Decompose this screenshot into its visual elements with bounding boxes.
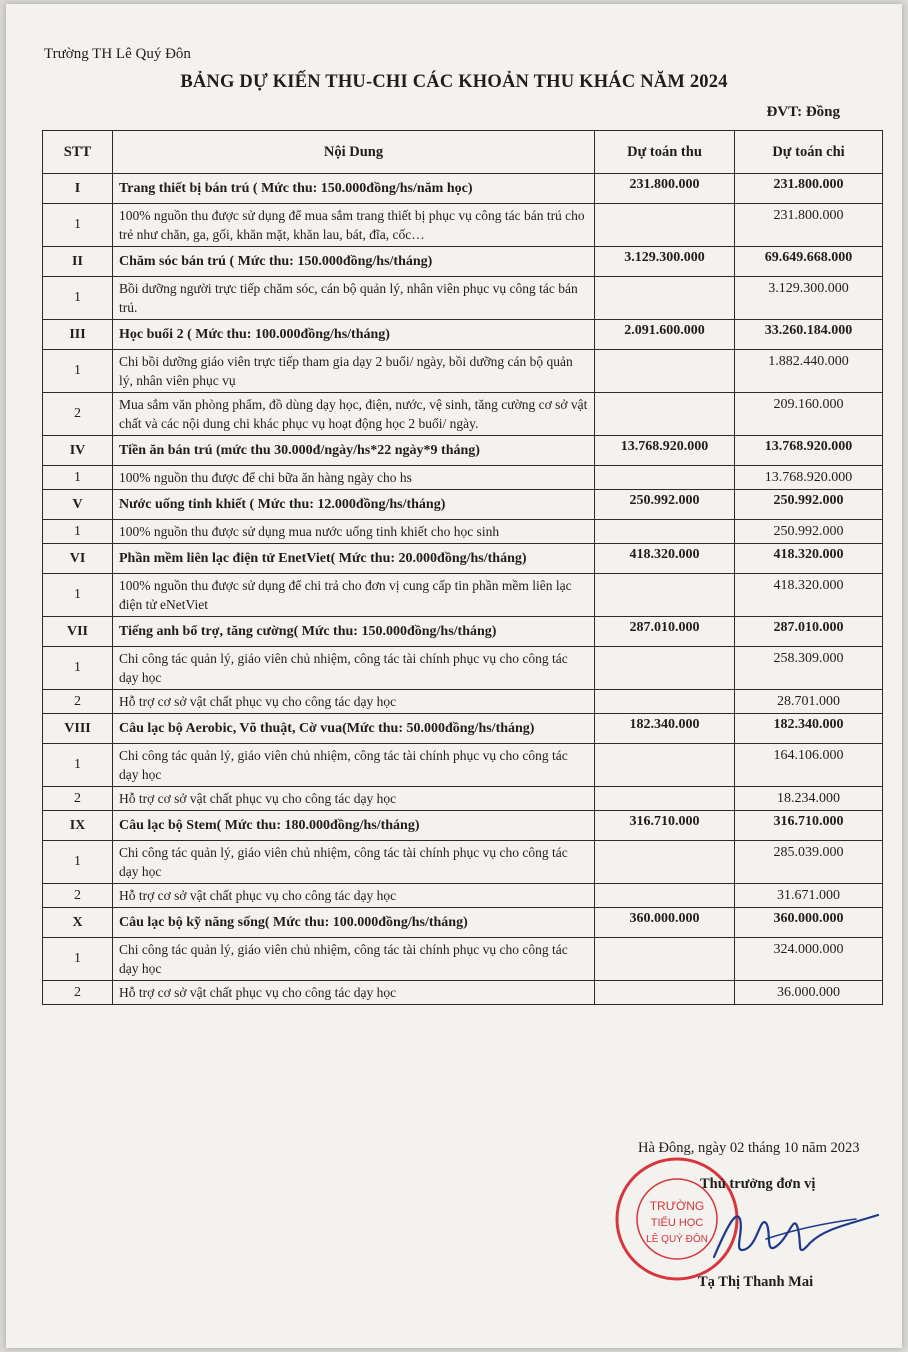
revenue-cell: 418.320.000 — [595, 544, 735, 574]
revenue-cell: 231.800.000 — [595, 174, 735, 204]
svg-text:TRƯỜNG: TRƯỜNG — [649, 1199, 705, 1213]
school-name: Trường TH Lê Quý Đôn — [44, 46, 191, 62]
expense-cell: 250.992.000 — [735, 520, 883, 544]
stt-cell: 1 — [43, 647, 113, 690]
expense-cell: 182.340.000 — [735, 714, 883, 744]
detail-row — [43, 884, 883, 908]
content-cell: Chăm sóc bán trú ( Mức thu: 150.000đồng/hs/tháng) — [113, 247, 595, 277]
stt-cell: V — [43, 490, 113, 520]
content-cell: Chi công tác quản lý, giáo viên chủ nhiệm, công tác tài chính phục vụ cho công tác dạy học — [113, 647, 595, 690]
svg-text:LÊ QUÝ ĐÔN: LÊ QUÝ ĐÔN — [646, 1234, 708, 1245]
section-row — [43, 490, 883, 520]
section-row — [43, 320, 883, 350]
expense-cell: 69.649.668.000 — [735, 247, 883, 277]
section-row — [43, 908, 883, 938]
stt-cell: VIII — [43, 714, 113, 744]
svg-text:TIỂU HỌC: TIỂU HỌC — [650, 1217, 704, 1229]
detail-row — [43, 787, 883, 811]
revenue-cell — [595, 841, 735, 884]
revenue-cell — [595, 744, 735, 787]
revenue-cell — [595, 981, 735, 1005]
revenue-cell: 360.000.000 — [595, 908, 735, 938]
content-cell: Chi công tác quản lý, giáo viên chủ nhiệm, công tác tài chính phục vụ cho công tác dạy học — [113, 744, 595, 787]
stt-cell: 2 — [43, 393, 113, 436]
expense-cell: 3.129.300.000 — [735, 277, 883, 320]
expense-cell: 164.106.000 — [735, 744, 883, 787]
expense-cell: 258.309.000 — [735, 647, 883, 690]
column-header-expense: Dự toán chi — [735, 131, 883, 174]
detail-row — [43, 393, 883, 436]
detail-row — [43, 520, 883, 544]
revenue-cell: 250.992.000 — [595, 490, 735, 520]
signer-name: Tạ Thị Thanh Mai — [698, 1274, 814, 1290]
detail-row — [43, 690, 883, 714]
detail-row — [43, 204, 883, 247]
stt-cell: 1 — [43, 938, 113, 981]
stt-cell: I — [43, 174, 113, 204]
section-row — [43, 544, 883, 574]
detail-row — [43, 574, 883, 617]
expense-cell: 316.710.000 — [735, 811, 883, 841]
stt-cell: X — [43, 908, 113, 938]
content-cell: Tiền ăn bán trú (mức thu 30.000đ/ngày/hs*22 ngày*9 tháng) — [113, 436, 595, 466]
currency-unit: ĐVT: Đồng — [766, 104, 840, 120]
expense-cell: 418.320.000 — [735, 574, 883, 617]
expense-cell: 324.000.000 — [735, 938, 883, 981]
budget-table — [42, 130, 883, 1005]
stt-cell: 1 — [43, 204, 113, 247]
stt-cell: III — [43, 320, 113, 350]
stt-cell: IX — [43, 811, 113, 841]
revenue-cell — [595, 520, 735, 544]
content-cell: Hỗ trợ cơ sở vật chất phục vụ cho công tác dạy học — [113, 884, 595, 908]
detail-row — [43, 466, 883, 490]
table-header-row — [43, 131, 883, 174]
revenue-cell: 316.710.000 — [595, 811, 735, 841]
stt-cell: 1 — [43, 574, 113, 617]
content-cell: Bồi dưỡng người trực tiếp chăm sóc, cán bộ quản lý, nhân viên phục vụ công tác bán trú. — [113, 277, 595, 320]
detail-row — [43, 277, 883, 320]
document-title: BẢNG DỰ KIẾN THU-CHI CÁC KHOẢN THU KHÁC NĂM 2024 — [180, 72, 728, 92]
stt-cell: 2 — [43, 690, 113, 714]
content-cell: Phần mềm liên lạc điện tử EnetViet( Mức thu: 20.000đồng/hs/tháng) — [113, 544, 595, 574]
stt-cell: II — [43, 247, 113, 277]
stt-cell: 1 — [43, 841, 113, 884]
expense-cell: 231.800.000 — [735, 174, 883, 204]
expense-cell: 18.234.000 — [735, 787, 883, 811]
stt-cell: 1 — [43, 520, 113, 544]
revenue-cell — [595, 393, 735, 436]
revenue-cell — [595, 938, 735, 981]
expense-cell: 418.320.000 — [735, 544, 883, 574]
content-cell: 100% nguồn thu được sử dụng để mua sắm trang thiết bị phục vụ công tác bán trú cho trẻ như chăn, ga, gối, khăn mặt, khăn lau, bát, đĩa, cốc… — [113, 204, 595, 247]
stt-cell: VI — [43, 544, 113, 574]
content-cell: Hỗ trợ cơ sở vật chất phục vụ cho công tác dạy học — [113, 787, 595, 811]
expense-cell: 285.039.000 — [735, 841, 883, 884]
revenue-cell — [595, 647, 735, 690]
detail-row — [43, 744, 883, 787]
revenue-cell — [595, 574, 735, 617]
revenue-cell — [595, 277, 735, 320]
stt-cell: 2 — [43, 884, 113, 908]
stt-cell: 1 — [43, 466, 113, 490]
revenue-cell — [595, 466, 735, 490]
content-cell: Học buổi 2 ( Mức thu: 100.000đồng/hs/tháng) — [113, 320, 595, 350]
section-row — [43, 617, 883, 647]
revenue-cell: 287.010.000 — [595, 617, 735, 647]
content-cell: Chi công tác quản lý, giáo viên chủ nhiệm, công tác tài chính phục vụ cho công tác dạy học — [113, 841, 595, 884]
expense-cell: 36.000.000 — [735, 981, 883, 1005]
stt-cell: IV — [43, 436, 113, 466]
column-header-revenue: Dự toán thu — [595, 131, 735, 174]
section-row — [43, 811, 883, 841]
detail-row — [43, 647, 883, 690]
revenue-cell: 2.091.600.000 — [595, 320, 735, 350]
detail-row — [43, 841, 883, 884]
stt-cell: 1 — [43, 277, 113, 320]
revenue-cell: 3.129.300.000 — [595, 247, 735, 277]
content-cell: Nước uống tinh khiết ( Mức thu: 12.000đồng/hs/tháng) — [113, 490, 595, 520]
expense-cell: 1.882.440.000 — [735, 350, 883, 393]
content-cell: Trang thiết bị bán trú ( Mức thu: 150.000đồng/hs/năm học) — [113, 174, 595, 204]
column-header-stt: STT — [43, 131, 113, 174]
content-cell: Tiếng anh bổ trợ, tăng cường( Mức thu: 150.000đồng/hs/tháng) — [113, 617, 595, 647]
table-body — [43, 174, 883, 1005]
revenue-cell — [595, 787, 735, 811]
expense-cell: 13.768.920.000 — [735, 436, 883, 466]
expense-cell: 13.768.920.000 — [735, 466, 883, 490]
content-cell: Hỗ trợ cơ sở vật chất phục vụ cho công tác dạy học — [113, 981, 595, 1005]
expense-cell: 250.992.000 — [735, 490, 883, 520]
content-cell: Chi bồi dưỡng giáo viên trực tiếp tham gia dạy 2 buổi/ ngày, bồi dưỡng cán bộ quản lý, nhân viên phục vụ — [113, 350, 595, 393]
content-cell: Mua sắm văn phòng phẩm, đồ dùng dạy học, điện, nước, vệ sinh, tăng cường cơ sở vật chất và các nội dung chi khác phục vụ hoạt động học 2 buổi/ ngày. — [113, 393, 595, 436]
section-row — [43, 247, 883, 277]
detail-row — [43, 350, 883, 393]
stt-cell: VII — [43, 617, 113, 647]
detail-row — [43, 981, 883, 1005]
expense-cell: 231.800.000 — [735, 204, 883, 247]
handwritten-signature — [706, 1199, 886, 1269]
content-cell: 100% nguồn thu được để chi bữa ăn hàng ngày cho hs — [113, 466, 595, 490]
expense-cell: 33.260.184.000 — [735, 320, 883, 350]
revenue-cell — [595, 690, 735, 714]
revenue-cell: 13.768.920.000 — [595, 436, 735, 466]
revenue-cell — [595, 350, 735, 393]
stt-cell: 2 — [43, 981, 113, 1005]
content-cell: 100% nguồn thu được sử dụng mua nước uống tinh khiết cho học sinh — [113, 520, 595, 544]
signing-date: Hà Đông, ngày 02 tháng 10 năm 2023 — [638, 1140, 860, 1156]
stt-cell: 1 — [43, 350, 113, 393]
column-header-content: Nội Dung — [113, 131, 595, 174]
expense-cell: 31.671.000 — [735, 884, 883, 908]
content-cell: Câu lạc bộ kỹ năng sống( Mức thu: 100.000đồng/hs/tháng) — [113, 908, 595, 938]
document-page — [6, 4, 902, 1348]
revenue-cell: 182.340.000 — [595, 714, 735, 744]
signer-title: Thủ trưởng đơn vị — [700, 1176, 816, 1192]
expense-cell: 287.010.000 — [735, 617, 883, 647]
content-cell: Câu lạc bộ Aerobic, Võ thuật, Cờ vua(Mức thu: 50.000đồng/hs/tháng) — [113, 714, 595, 744]
stt-cell: 2 — [43, 787, 113, 811]
detail-row — [43, 938, 883, 981]
expense-cell: 209.160.000 — [735, 393, 883, 436]
section-row — [43, 436, 883, 466]
content-cell: 100% nguồn thu được sử dụng để chi trả cho đơn vị cung cấp tin phần mềm liên lạc điện tử eNetViet — [113, 574, 595, 617]
expense-cell: 28.701.000 — [735, 690, 883, 714]
content-cell: Câu lạc bộ Stem( Mức thu: 180.000đồng/hs/tháng) — [113, 811, 595, 841]
expense-cell: 360.000.000 — [735, 908, 883, 938]
content-cell: Hỗ trợ cơ sở vật chất phục vụ cho công tác dạy học — [113, 690, 595, 714]
section-row — [43, 714, 883, 744]
content-cell: Chi công tác quản lý, giáo viên chủ nhiệm, công tác tài chính phục vụ cho công tác dạy học — [113, 938, 595, 981]
revenue-cell — [595, 884, 735, 908]
revenue-cell — [595, 204, 735, 247]
stt-cell: 1 — [43, 744, 113, 787]
section-row — [43, 174, 883, 204]
